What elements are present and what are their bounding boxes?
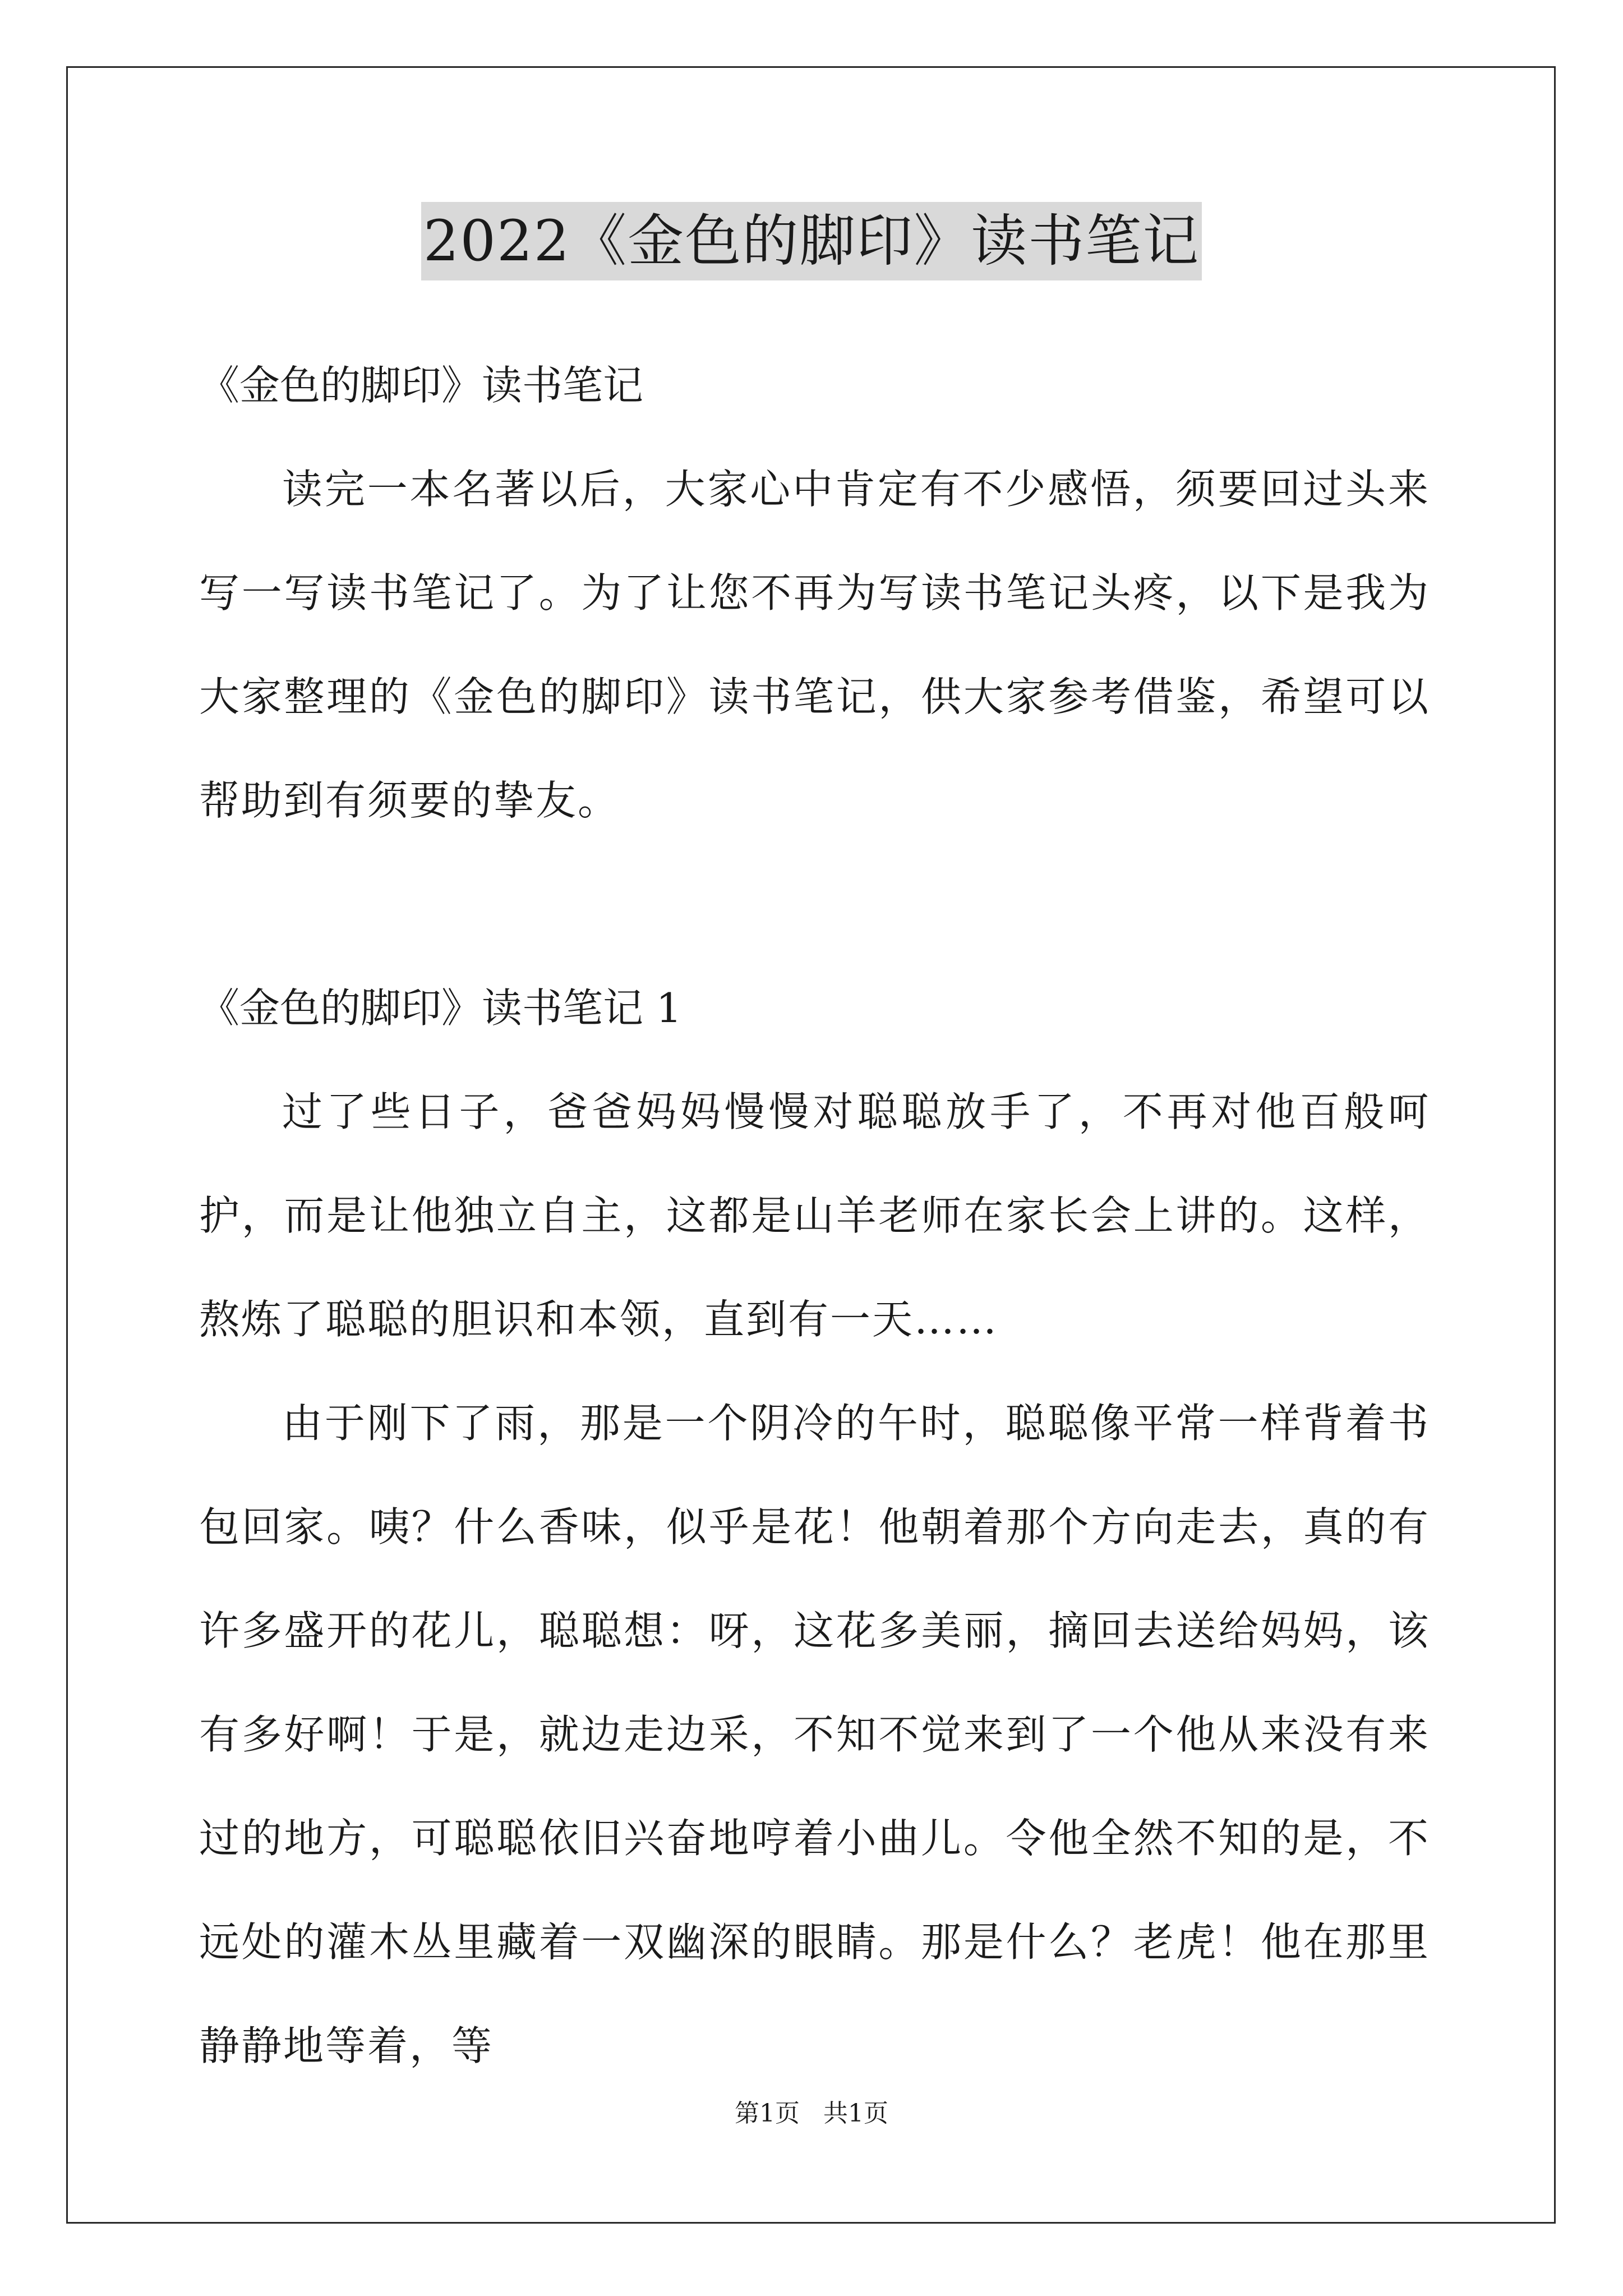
main-heading: 《金色的脚印》读书笔记 xyxy=(199,362,644,409)
section1-heading: 《金色的脚印》读书笔记 1 xyxy=(199,984,682,1032)
section1-paragraph-1: 过了些日子，爸爸妈妈慢慢对聪聪放手了，不再对他百般呵护，而是让他独立自主，这都是山羊老师在家长会上讲的。这样，熬炼了聪聪的胆识和本领，直到有一天…… xyxy=(199,1088,1430,1343)
document-title: 2022《金色的脚印》读书笔记 xyxy=(421,202,1202,280)
document-body xyxy=(199,334,1430,2098)
title-container xyxy=(0,202,1623,280)
section1-paragraph-2: 由于刚下了雨，那是一个阴冷的午时，聪聪像平常一样背着书包回家。咦？什么香味，似乎是花！他朝着那个方向走去，真的有许多盛开的花儿，聪聪想：呀，这花多美丽，摘回去送给妈妈，该有多好啊！于是，就边走边采，不知不觉来到了一个他从来没有来过的地方，可聪聪依旧兴奋地哼着小曲儿。令他全然不知的是，不远处的灌木丛里藏着一双幽深的眼睛。那是什么？老虎！他在那里静静地等着，等 xyxy=(199,1400,1430,2069)
intro-paragraph: 读完一本名著以后，大家心中肯定有不少感悟，须要回过头来写一写读书笔记了。为了让您不再为写读书笔记头疼，以下是我为大家整理的《金色的脚印》读书笔记，供大家参考借鉴，希望可以帮助到有须要的挚友。 xyxy=(199,466,1430,824)
section-spacer xyxy=(199,853,1430,956)
page-footer: 第1页 共1页 xyxy=(735,2099,888,2128)
